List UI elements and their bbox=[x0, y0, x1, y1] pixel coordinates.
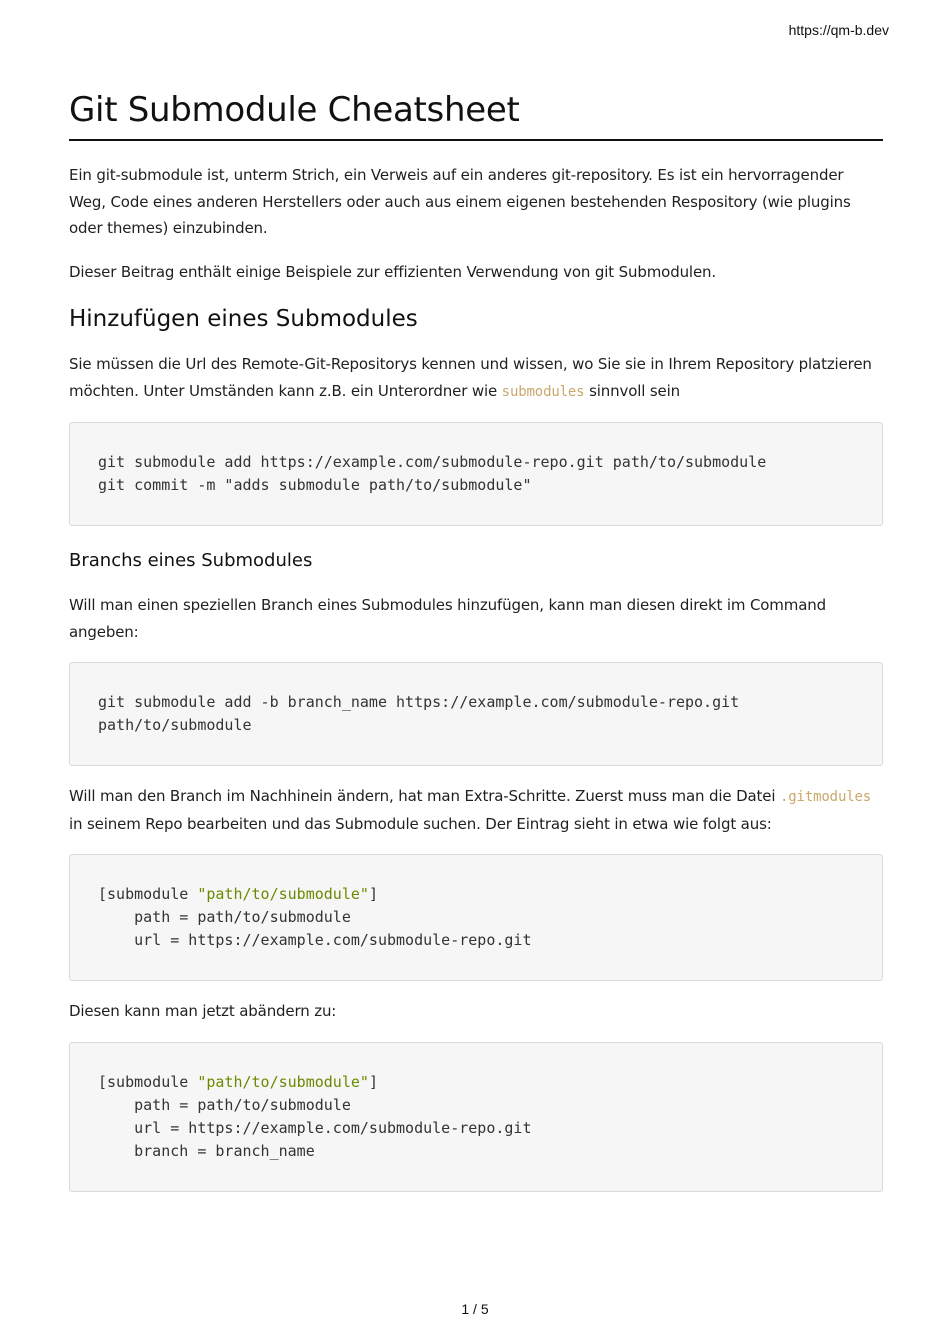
code-line: git commit -m "adds submodule path/to/submodule" bbox=[98, 476, 532, 494]
branch-text-before: Will man den Branch im Nachhinein ändern, hat man Extra-Schritte. Zuerst muss man die Datei bbox=[69, 787, 780, 805]
code-line: branch = branch_name bbox=[98, 1141, 315, 1160]
code-line: path/to/submodule bbox=[98, 716, 252, 734]
code-token: ] bbox=[368, 1072, 378, 1091]
intro-paragraph-2: Dieser Beitrag enthält einige Beispiele zur effizienten Verwendung von git Submodulen. bbox=[69, 262, 717, 281]
branch-paragraph-2 bbox=[69, 783, 883, 837]
code-line: path = path/to/submodule bbox=[98, 1095, 351, 1114]
article bbox=[69, 90, 883, 1192]
code-token: [submodule bbox=[98, 885, 198, 903]
code-line: git submodule add https://example.com/submodule-repo.git path/to/submodule bbox=[98, 453, 767, 471]
branch-text-after: in seinem Repo bearbeiten und das Submodule suchen. Der Eintrag sieht in etwa wie folgt aus: bbox=[69, 814, 772, 833]
intro-paragraph-1: Ein git-submodule ist, unterm Strich, ein Verweis auf ein anderes git-repository. Es ist ein hervorragender Weg, Code eines anderen Herstellers oder auch aus einem eigenen bestehenden Respository (wie plugins oder themes) einzubinden. bbox=[69, 166, 851, 237]
branch-paragraph-1: Will man einen speziellen Branch eines Submodules hinzufügen, kann man diesen direkt im Command angeben: bbox=[69, 596, 827, 641]
code-block-add bbox=[69, 422, 883, 526]
page-title: Git Submodule Cheatsheet bbox=[69, 90, 883, 141]
code-block-gitmodules bbox=[69, 854, 883, 981]
add-paragraph bbox=[69, 351, 883, 405]
code-line: url = https://example.com/submodule-repo.git bbox=[98, 931, 532, 949]
code-string: "path/to/submodule" bbox=[197, 1072, 369, 1091]
code-token: ] bbox=[368, 885, 378, 903]
code-block-gitmodules-updated bbox=[69, 1042, 883, 1192]
section-heading-add: Hinzufügen eines Submodules bbox=[69, 306, 418, 332]
code-token: [submodule bbox=[98, 1072, 198, 1091]
inline-code-gitmodules: .gitmodules bbox=[780, 789, 872, 805]
add-text-after: sinnvoll sein bbox=[584, 381, 681, 400]
code-string: "path/to/submodule" bbox=[197, 885, 369, 903]
page-number: 1 / 5 bbox=[461, 1301, 489, 1317]
code-line: path = path/to/submodule bbox=[98, 908, 351, 926]
site-url[interactable]: https://qm-b.dev bbox=[788, 22, 889, 38]
section-heading-branch: Branchs eines Submodules bbox=[69, 550, 313, 571]
branch-paragraph-3: Diesen kann man jetzt abändern zu: bbox=[69, 1002, 337, 1020]
add-text-before: Sie müssen die Url des Remote-Git-Repositorys kennen und wissen, wo Sie sie in Ihrem Repository platzieren möchten. Unter Umständen kann z.B. ein Unterordner wie bbox=[69, 355, 872, 400]
code-block-branch-add bbox=[69, 662, 883, 766]
code-line: git submodule add -b branch_name https://example.com/submodule-repo.git bbox=[98, 693, 740, 711]
code-line: url = https://example.com/submodule-repo.git bbox=[98, 1118, 532, 1137]
inline-code-submodules: submodules bbox=[501, 383, 585, 400]
